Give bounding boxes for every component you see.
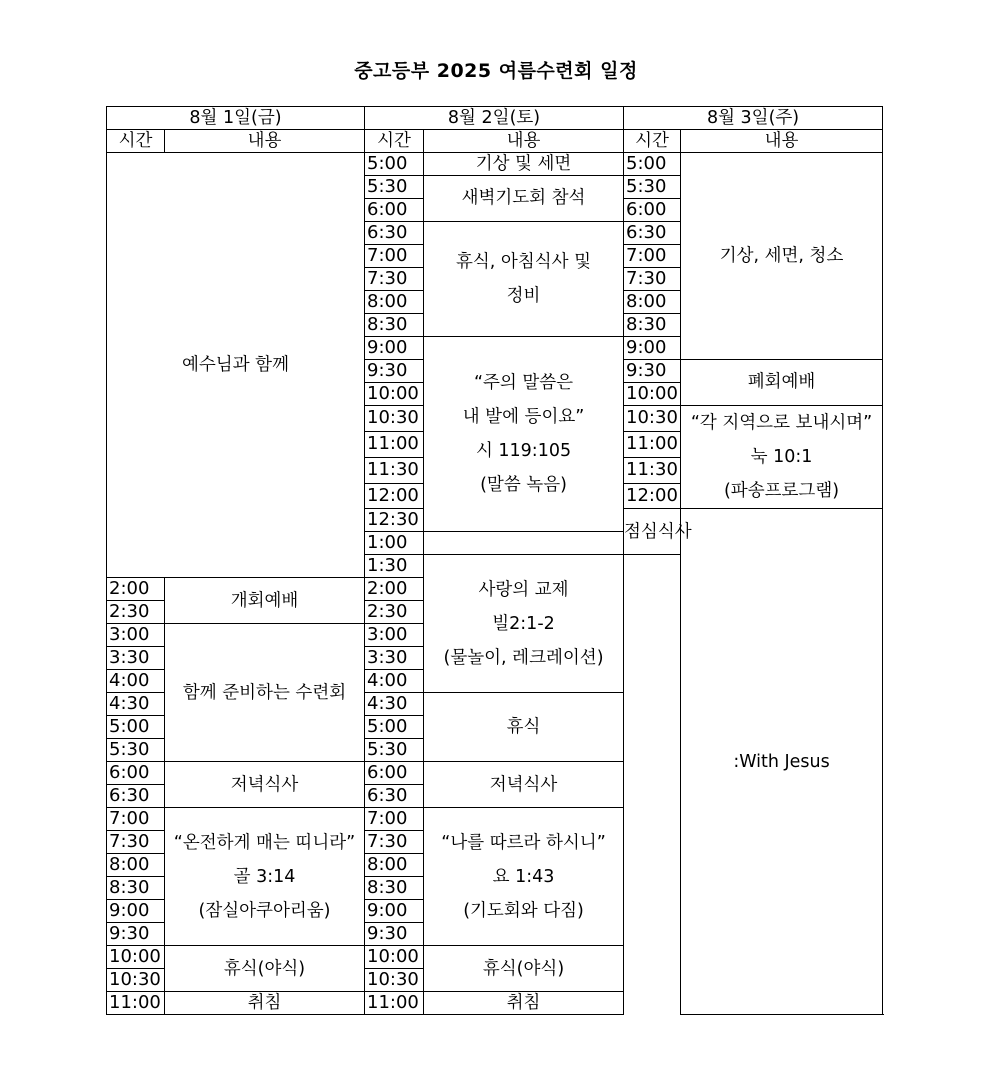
day2-time-cell: 6:00 [365,762,424,785]
day3-time-cell: 6:00 [624,199,681,222]
day3-wake-cell: 기상, 세면, 청소 [681,153,883,360]
day3-send-line: (파송프로그램) [723,481,840,502]
day2-time-cell: 2:00 [365,578,424,601]
day3-time-cell: 10:00 [624,383,681,406]
day3-time-cell: 5:30 [624,176,681,199]
day1-time-cell: 3:00 [107,624,165,647]
day2-breakfast-line: 정비 [506,286,541,306]
day2-time-cell: 8:00 [365,854,424,877]
day1-time-cell: 4:00 [107,670,165,693]
day2-time-cell: 7:30 [365,831,424,854]
day1-time-cell: 2:30 [107,601,165,624]
day2-time-cell: 1:00 [365,532,424,555]
day1-opening-worship-cell: 개회예배 [165,578,365,624]
day1-time-cell: 10:00 [107,946,165,969]
day2-content-header: 내용 [424,130,624,153]
day2-time-cell: 10:30 [365,969,424,992]
day1-header: 8월 1일(금) [107,107,365,130]
day1-time-cell: 7:30 [107,831,165,854]
day2-time-cell: 3:00 [365,624,424,647]
day2-evening-line: “나를 따르라 하시니” [441,832,606,853]
day2-dinner-cell: 저녁식사 [424,762,624,808]
day2-breakfast-cell [424,222,624,337]
day2-time-cell: 4:30 [365,693,424,716]
day1-with-jesus-cell: 예수님과 함께 [107,153,365,578]
day2-time-cell: 2:30 [365,601,424,624]
day2-wake-cell: 기상 및 세면 [424,153,624,176]
day2-word-cell [424,337,624,532]
day2-fellowship-line: 빌2:1-2 [492,613,555,634]
day3-time-cell: 9:00 [624,337,681,360]
day2-time-cell: 1:30 [365,555,424,578]
day2-time-cell: 5:00 [365,153,424,176]
day2-time-cell: 5:30 [365,176,424,199]
day1-time-cell: 6:30 [107,785,165,808]
day2-sleep-cell: 취침 [424,992,624,1015]
day1-time-header: 시간 [107,130,165,153]
schedule-table [106,106,883,1015]
day3-time-cell: 7:00 [624,245,681,268]
day3-time-cell: 11:00 [624,431,681,457]
day2-time-cell: 9:00 [365,900,424,923]
day1-time-cell: 3:30 [107,647,165,670]
day2-header: 8월 2일(토) [365,107,624,130]
day1-time-cell: 7:00 [107,808,165,831]
day2-fellowship-cell [424,555,624,693]
day1-time-cell: 9:30 [107,923,165,946]
day2-fellowship-line: 사랑의 교제 [478,579,569,600]
day2-time-cell: 5:00 [365,716,424,739]
day2-time-cell: 5:30 [365,739,424,762]
day1-sleep-cell: 취침 [165,992,365,1015]
day2-time-cell: 6:00 [365,199,424,222]
day2-time-cell: 10:30 [365,406,424,432]
day2-word-line: (말씀 녹음) [480,475,567,496]
day3-content-header: 내용 [681,130,883,153]
day2-evening-cell [424,808,624,946]
day2-time-cell: 4:00 [365,670,424,693]
day1-time-cell: 2:00 [107,578,165,601]
day3-closing-worship-cell: 폐회예배 [681,360,883,406]
day2-time-cell: 9:30 [365,360,424,383]
day2-time-cell: 6:30 [365,785,424,808]
day3-time-cell: 11:30 [624,457,681,483]
day2-word-line: 내 발에 등이요” [462,407,585,428]
day3-send-line: 눅 10:1 [750,447,813,468]
day2-time-header: 시간 [365,130,424,153]
day3-time-cell: 9:30 [624,360,681,383]
day2-time-cell: 12:00 [365,483,424,509]
day1-evening-line: 골 3:14 [233,866,296,887]
day1-evening-cell [165,808,365,946]
day2-time-cell: 7:00 [365,808,424,831]
day1-time-cell: 9:00 [107,900,165,923]
day2-time-cell: 7:00 [365,245,424,268]
day1-time-cell: 11:00 [107,992,165,1015]
day3-time-cell: 6:30 [624,222,681,245]
day3-send-line: “각 지역으로 보내시며” [690,413,873,433]
day2-time-cell: 8:30 [365,314,424,337]
day2-rest-cell: 휴식 [424,693,624,762]
day2-time-cell: 12:30 [365,509,424,532]
day1-time-cell: 8:00 [107,854,165,877]
day2-time-cell: 11:00 [365,431,424,457]
column-header-row [107,130,883,153]
day3-time-cell: 12:00 [624,483,681,509]
day2-fellowship-line: (물놀이, 레크레이션) [443,647,604,668]
day2-evening-line: (기도회와 다짐) [463,900,584,921]
day2-time-cell: 6:30 [365,222,424,245]
day1-snack-cell: 휴식(야식) [165,946,365,992]
day3-time-cell: 8:00 [624,291,681,314]
day3-time-header: 시간 [624,130,681,153]
day2-snack-cell: 휴식(야식) [424,946,624,992]
day1-time-cell: 10:30 [107,969,165,992]
day3-time-cell: 7:30 [624,268,681,291]
day2-time-cell: 10:00 [365,383,424,406]
day2-time-cell: 11:30 [365,457,424,483]
day-header-row [107,107,883,130]
day2-time-cell: 3:30 [365,647,424,670]
day3-time-cell: 8:30 [624,314,681,337]
day2-word-line: 시 119:105 [475,441,572,462]
day3-with-jesus-cell: :With Jesus [681,509,883,1015]
table-row [107,153,883,176]
day2-time-cell: 8:00 [365,291,424,314]
day2-dawn-prayer-cell: 새벽기도회 참석 [424,176,624,222]
day1-dinner-cell: 저녁식사 [165,762,365,808]
day1-evening-line: “온전하게 매는 띠니라” [173,832,356,853]
day1-evening-line: (잠실아쿠아리움) [198,900,331,921]
day3-header: 8월 3일(주) [624,107,883,130]
day2-time-cell: 7:30 [365,268,424,291]
day2-time-cell: 9:30 [365,923,424,946]
page-title: 중고등부 2025 여름수련회 일정 [354,60,638,82]
day1-time-cell: 6:00 [107,762,165,785]
day2-lunch-cell: 점심식사 [624,509,681,555]
day2-evening-line: 요 1:43 [492,866,555,887]
day2-time-cell: 8:30 [365,877,424,900]
day1-time-cell: 5:30 [107,739,165,762]
day3-send-cell [681,406,883,509]
day2-time-cell: 9:00 [365,337,424,360]
day1-time-cell: 5:00 [107,716,165,739]
day2-time-cell: 11:00 [365,992,424,1015]
day2-word-line: “주의 말씀은 [473,372,574,393]
day3-time-cell: 5:00 [624,153,681,176]
day2-breakfast-line: 휴식, 아침식사 및 [456,251,592,272]
day1-preparing-cell: 함께 준비하는 수련회 [165,624,365,762]
day1-time-cell: 8:30 [107,877,165,900]
day1-time-cell: 4:30 [107,693,165,716]
day2-time-cell: 10:00 [365,946,424,969]
day1-content-header: 내용 [165,130,365,153]
day3-time-cell: 10:30 [624,406,681,432]
